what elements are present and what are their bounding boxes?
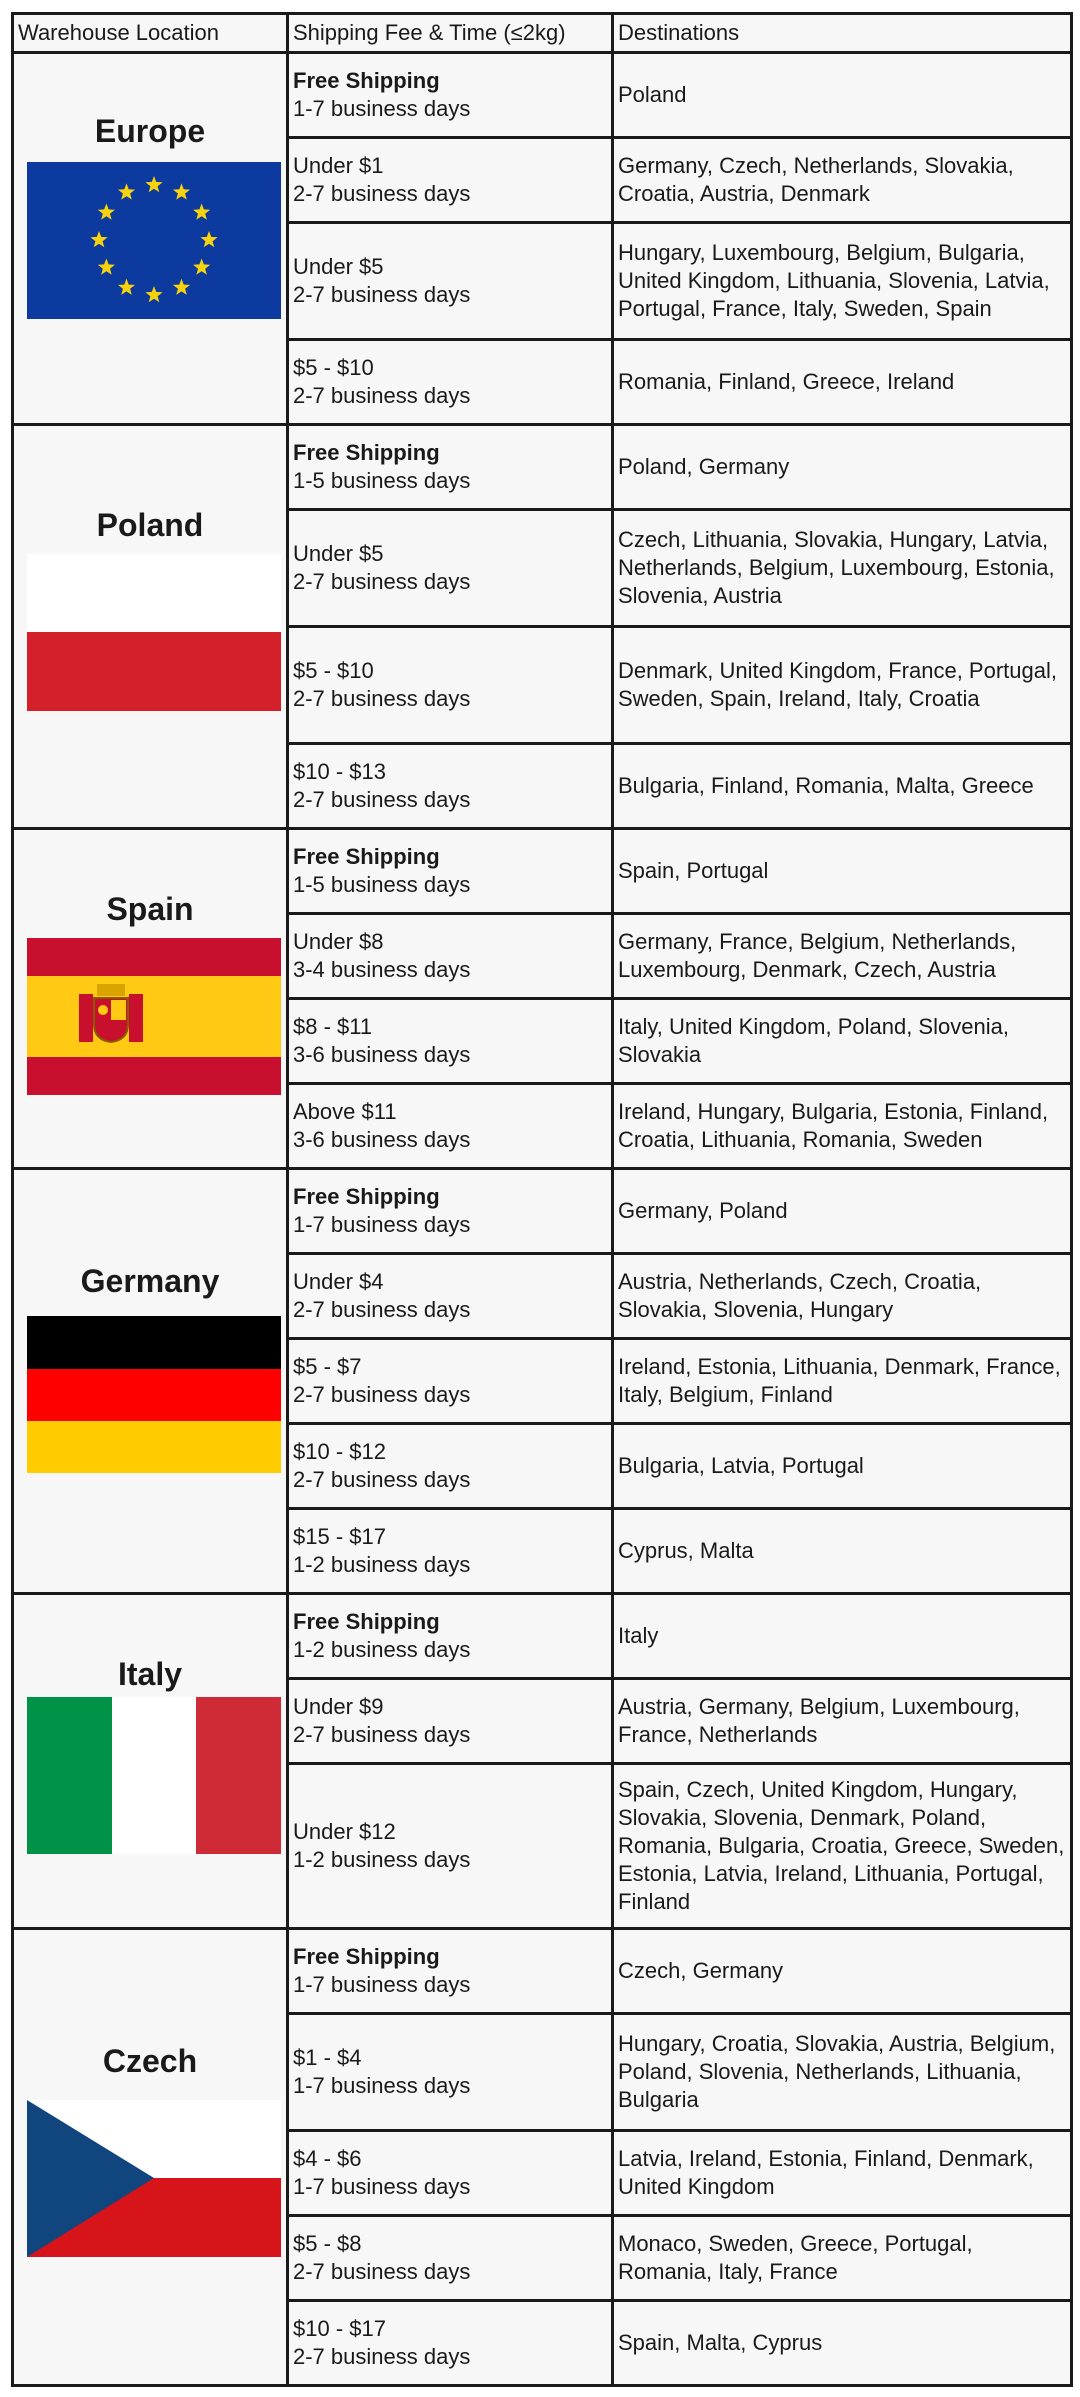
fee-cell bbox=[288, 1594, 613, 1679]
shipping-fee: Under $4 bbox=[293, 1269, 384, 1294]
fee-cell bbox=[288, 223, 613, 340]
delivery-time: 1-2 business days bbox=[293, 1847, 471, 1872]
destinations-cell: Spain, Malta, Cyprus bbox=[613, 2301, 1072, 2386]
delivery-time: 1-2 business days bbox=[293, 1552, 471, 1577]
flag-white-band bbox=[112, 1697, 196, 1854]
destinations-cell: Italy bbox=[613, 1594, 1072, 1679]
delivery-time: 2-7 business days bbox=[293, 686, 471, 711]
table-row bbox=[13, 829, 1072, 914]
header-location: Warehouse Location bbox=[13, 14, 288, 53]
warehouse-cell-germany bbox=[13, 1169, 288, 1594]
delivery-time: 1-7 business days bbox=[293, 1212, 471, 1237]
delivery-time: 1-5 business days bbox=[293, 872, 471, 897]
delivery-time: 3-6 business days bbox=[293, 1042, 471, 1067]
warehouse-cell-italy bbox=[13, 1594, 288, 1929]
warehouse-cell-poland bbox=[13, 425, 288, 829]
fee-cell bbox=[288, 1424, 613, 1509]
delivery-time: 2-7 business days bbox=[293, 1297, 471, 1322]
delivery-time: 1-5 business days bbox=[293, 468, 471, 493]
delivery-time: 2-7 business days bbox=[293, 181, 471, 206]
fee-cell bbox=[288, 627, 613, 744]
destinations-cell: Germany, Poland bbox=[613, 1169, 1072, 1254]
shield-quarter bbox=[111, 1000, 126, 1020]
czech-flag bbox=[27, 2100, 281, 2257]
fee-cell bbox=[288, 53, 613, 138]
shipping-fee: Free Shipping bbox=[293, 844, 440, 869]
table-row bbox=[13, 425, 1072, 510]
destinations-cell: Poland bbox=[613, 53, 1072, 138]
fee-cell bbox=[288, 1764, 613, 1929]
pillar-left bbox=[79, 994, 93, 1042]
shipping-fee: $8 - $11 bbox=[293, 1014, 373, 1039]
destinations-cell: Germany, Czech, Netherlands, Slovakia, Croatia, Austria, Denmark bbox=[613, 138, 1072, 223]
fee-cell bbox=[288, 1679, 613, 1764]
delivery-time: 2-7 business days bbox=[293, 1382, 471, 1407]
flag-red-band bbox=[27, 632, 281, 711]
flag-white-band bbox=[27, 554, 281, 632]
fee-cell bbox=[288, 425, 613, 510]
shipping-fee: Under $9 bbox=[293, 1694, 384, 1719]
destinations-cell: Germany, France, Belgium, Netherlands, Luxembourg, Denmark, Czech, Austria bbox=[613, 914, 1072, 999]
delivery-time: 3-4 business days bbox=[293, 957, 471, 982]
table-row bbox=[13, 53, 1072, 138]
delivery-time: 2-7 business days bbox=[293, 2344, 471, 2369]
shipping-fee: Above $11 bbox=[293, 1099, 397, 1124]
fee-cell bbox=[288, 914, 613, 999]
fee-cell bbox=[288, 2301, 613, 2386]
table-row bbox=[13, 1594, 1072, 1679]
destinations-cell: Poland, Germany bbox=[613, 425, 1072, 510]
warehouse-name: Czech bbox=[102, 2043, 198, 2079]
fee-cell bbox=[288, 829, 613, 914]
warehouse-name: Spain bbox=[106, 891, 194, 927]
destinations-cell: Czech, Lithuania, Slovakia, Hungary, Latvia, Netherlands, Belgium, Luxembourg, Estonia, Slovenia, Austria bbox=[613, 510, 1072, 627]
shipping-fee: $10 - $17 bbox=[293, 2316, 386, 2341]
destinations-cell: Czech, Germany bbox=[613, 1929, 1072, 2014]
table-row bbox=[13, 1169, 1072, 1254]
shipping-fee: Under $5 bbox=[293, 541, 384, 566]
shipping-fee: $5 - $10 bbox=[293, 658, 374, 683]
destinations-cell: Bulgaria, Finland, Romania, Malta, Greece bbox=[613, 744, 1072, 829]
delivery-time: 2-7 business days bbox=[293, 2259, 471, 2284]
delivery-time: 3-6 business days bbox=[293, 1127, 471, 1152]
delivery-time: 1-7 business days bbox=[293, 2073, 471, 2098]
italy-flag bbox=[27, 1697, 281, 1854]
destinations-cell: Italy, United Kingdom, Poland, Slovenia, Slovakia bbox=[613, 999, 1072, 1084]
delivery-time: 2-7 business days bbox=[293, 383, 471, 408]
destinations-cell: Ireland, Hungary, Bulgaria, Estonia, Finland, Croatia, Lithuania, Romania, Sweden bbox=[613, 1084, 1072, 1169]
shipping-fee: $5 - $7 bbox=[293, 1354, 362, 1379]
destinations-cell: Hungary, Croatia, Slovakia, Austria, Belgium, Poland, Slovenia, Netherlands, Lithuania, Bulgaria bbox=[613, 2014, 1072, 2131]
header-destinations: Destinations bbox=[613, 14, 1072, 53]
delivery-time: 1-7 business days bbox=[293, 96, 471, 121]
shipping-fee: Free Shipping bbox=[293, 1609, 440, 1634]
eu-flag bbox=[27, 162, 281, 319]
shipping-fee: Free Shipping bbox=[293, 1184, 440, 1209]
germany-flag bbox=[27, 1316, 281, 1473]
fee-cell bbox=[288, 340, 613, 425]
delivery-time: 2-7 business days bbox=[293, 569, 471, 594]
warehouse-name: Poland bbox=[96, 507, 204, 543]
fee-cell bbox=[288, 999, 613, 1084]
shipping-fee: Under $8 bbox=[293, 929, 384, 954]
header-row bbox=[13, 14, 1072, 53]
fee-cell bbox=[288, 138, 613, 223]
warehouse-name: Europe bbox=[94, 113, 206, 149]
warehouse-name: Italy bbox=[117, 1656, 183, 1692]
crown-icon bbox=[97, 984, 125, 996]
poland-flag bbox=[27, 554, 281, 711]
shipping-fee: $5 - $8 bbox=[293, 2231, 362, 2256]
delivery-time: 1-2 business days bbox=[293, 1637, 471, 1662]
shipping-fee: Free Shipping bbox=[293, 1944, 440, 1969]
fee-cell bbox=[288, 2216, 613, 2301]
shield-emblem bbox=[98, 1005, 108, 1015]
destinations-cell: Denmark, United Kingdom, France, Portugal, Sweden, Spain, Ireland, Italy, Croatia bbox=[613, 627, 1072, 744]
fee-cell bbox=[288, 2131, 613, 2216]
destinations-cell: Monaco, Sweden, Greece, Portugal, Romania, Italy, France bbox=[613, 2216, 1072, 2301]
delivery-time: 1-7 business days bbox=[293, 1972, 471, 1997]
warehouse-cell-czech bbox=[13, 1929, 288, 2386]
shipping-fee: Under $12 bbox=[293, 1819, 396, 1844]
table-row bbox=[13, 1929, 1072, 2014]
warehouse-cell-spain bbox=[13, 829, 288, 1169]
shipping-fee: $5 - $10 bbox=[293, 355, 374, 380]
flag-gold-band bbox=[27, 1421, 281, 1473]
delivery-time: 2-7 business days bbox=[293, 1722, 471, 1747]
shipping-fee: Free Shipping bbox=[293, 440, 440, 465]
pillar-right bbox=[129, 994, 143, 1042]
delivery-time: 2-7 business days bbox=[293, 1467, 471, 1492]
spain-flag bbox=[27, 938, 281, 1095]
fee-cell bbox=[288, 744, 613, 829]
shipping-fee: $15 - $17 bbox=[293, 1524, 386, 1549]
destinations-cell: Hungary, Luxembourg, Belgium, Bulgaria, United Kingdom, Lithuania, Slovenia, Latvia, Portugal, France, Italy, Sweden, Spain bbox=[613, 223, 1072, 340]
shipping-fee: $10 - $13 bbox=[293, 759, 386, 784]
warehouse-cell-europe bbox=[13, 53, 288, 425]
destinations-cell: Austria, Netherlands, Czech, Croatia, Slovakia, Slovenia, Hungary bbox=[613, 1254, 1072, 1339]
fee-cell bbox=[288, 1254, 613, 1339]
shipping-fee: $4 - $6 bbox=[293, 2146, 362, 2171]
flag-green-band bbox=[27, 1697, 112, 1854]
destinations-cell: Spain, Portugal bbox=[613, 829, 1072, 914]
destinations-cell: Spain, Czech, United Kingdom, Hungary, Slovakia, Slovenia, Denmark, Poland, Romania, Bulgaria, Croatia, Greece, Sweden, Estonia, Latvia, Ireland, Lithuania, Portugal, Finland bbox=[613, 1764, 1072, 1929]
shipping-fee: $10 - $12 bbox=[293, 1439, 386, 1464]
fee-cell bbox=[288, 1929, 613, 2014]
flag-yellow-band bbox=[27, 976, 281, 1057]
header-fee: Shipping Fee & Time (≤2kg) bbox=[288, 14, 613, 53]
flag-red-band bbox=[27, 1369, 281, 1421]
fee-cell bbox=[288, 1339, 613, 1424]
shipping-fee: Free Shipping bbox=[293, 68, 440, 93]
delivery-time: 2-7 business days bbox=[293, 787, 471, 812]
fee-cell bbox=[288, 1509, 613, 1594]
delivery-time: 2-7 business days bbox=[293, 282, 471, 307]
fee-cell bbox=[288, 510, 613, 627]
flag-black-band bbox=[27, 1316, 281, 1369]
delivery-time: 1-7 business days bbox=[293, 2174, 471, 2199]
shipping-fee: $1 - $4 bbox=[293, 2045, 362, 2070]
warehouse-name: Germany bbox=[80, 1263, 220, 1299]
fee-cell bbox=[288, 2014, 613, 2131]
destinations-cell: Ireland, Estonia, Lithuania, Denmark, France, Italy, Belgium, Finland bbox=[613, 1339, 1072, 1424]
shipping-fee: Under $5 bbox=[293, 254, 384, 279]
destinations-cell: Cyprus, Malta bbox=[613, 1509, 1072, 1594]
destinations-cell: Austria, Germany, Belgium, Luxembourg, France, Netherlands bbox=[613, 1679, 1072, 1764]
shipping-table bbox=[11, 12, 1073, 2387]
fee-cell bbox=[288, 1084, 613, 1169]
destinations-cell: Romania, Finland, Greece, Ireland bbox=[613, 340, 1072, 425]
flag-red-band bbox=[196, 1697, 281, 1854]
destinations-cell: Latvia, Ireland, Estonia, Finland, Denmark, United Kingdom bbox=[613, 2131, 1072, 2216]
destinations-cell: Bulgaria, Latvia, Portugal bbox=[613, 1424, 1072, 1509]
shipping-fee: Under $1 bbox=[293, 153, 384, 178]
fee-cell bbox=[288, 1169, 613, 1254]
